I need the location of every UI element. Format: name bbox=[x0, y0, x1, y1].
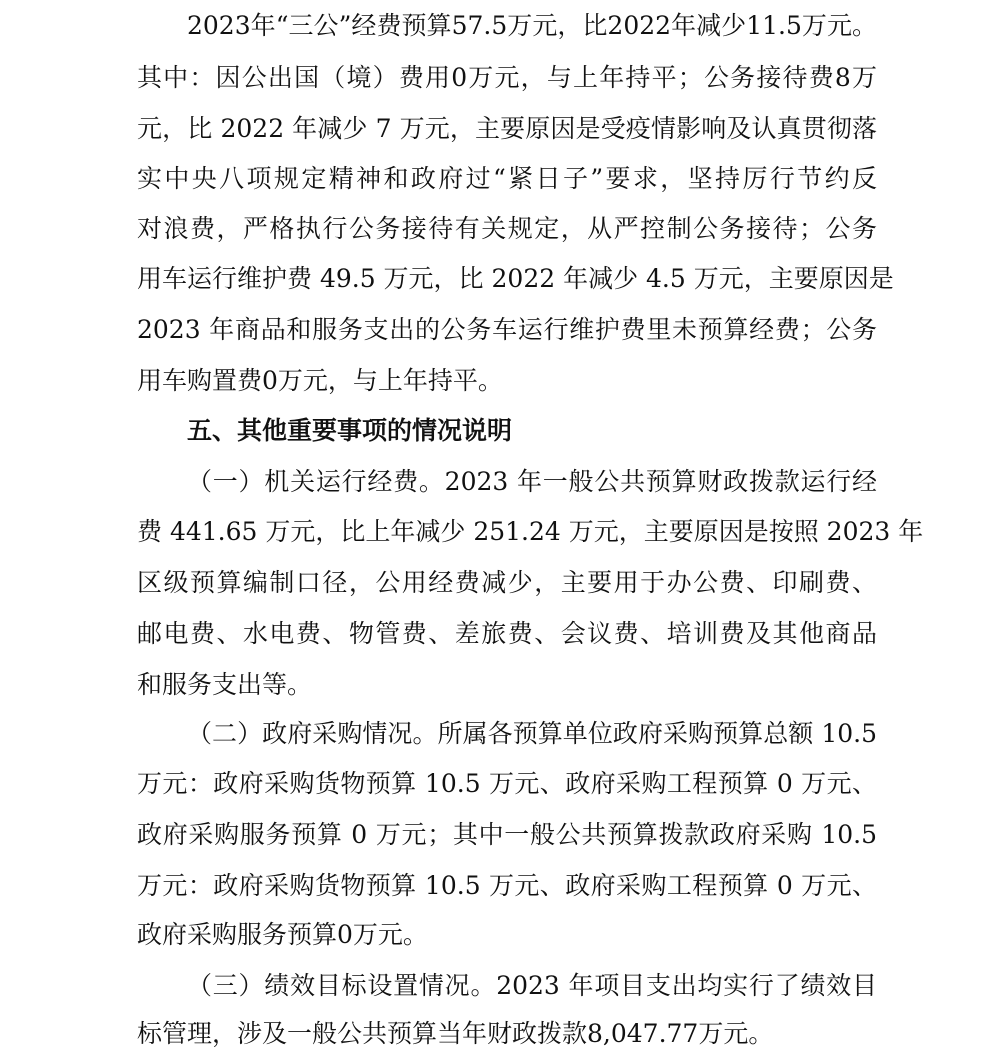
paragraph-line: 其中：因公出国（境）费用0万元，与上年持平；公务接待费8万 bbox=[137, 63, 877, 92]
paragraph-line: 区级预算编制口径，公用经费减少，主要用于办公费、印刷费、 bbox=[137, 568, 877, 597]
paragraph-line: 标管理，涉及一般公共预算当年财政拨款8,047.77万元。 bbox=[137, 1019, 774, 1048]
paragraph-line: 万元：政府采购货物预算 10.5 万元、政府采购工程预算 0 万元、 bbox=[137, 871, 877, 900]
paragraph-line: 对浪费，严格执行公务接待有关规定，从严控制公务接待；公务 bbox=[137, 214, 877, 243]
paragraph-line: 政府采购服务预算0万元。 bbox=[137, 920, 428, 949]
paragraph-line: 2023年“三公”经费预算57.5万元，比2022年减少11.5万元。 bbox=[187, 11, 877, 40]
paragraph-line: 实中央八项规定精神和政府过“紧日子”要求，坚持厉行节约反 bbox=[137, 164, 877, 193]
paragraph-line: （三）绩效目标设置情况。2023 年项目支出均实行了绩效目 bbox=[187, 971, 877, 1000]
paragraph-line: 元，比 2022 年减少 7 万元，主要原因是受疫情影响及认真贯彻落 bbox=[137, 114, 877, 143]
paragraph-line: （一）机关运行经费。2023 年一般公共预算财政拨款运行经 bbox=[187, 467, 877, 496]
paragraph-line: （二）政府采购情况。所属各预算单位政府采购预算总额 10.5 bbox=[187, 719, 877, 748]
paragraph-line: 万元：政府采购货物预算 10.5 万元、政府采购工程预算 0 万元、 bbox=[137, 769, 877, 798]
paragraph-line: 邮电费、水电费、物管费、差旅费、会议费、培训费及其他商品 bbox=[137, 619, 877, 648]
paragraph-line: 费 441.65 万元，比上年减少 251.24 万元，主要原因是按照 2023 年 bbox=[137, 517, 924, 546]
paragraph-line: 和服务支出等。 bbox=[137, 670, 313, 699]
paragraph-line: 用车运行维护费 49.5 万元，比 2022 年减少 4.5 万元，主要原因是 bbox=[137, 264, 894, 293]
paragraph-line: 用车购置费0万元，与上年持平。 bbox=[137, 366, 503, 395]
section-heading: 五、其他重要事项的情况说明 bbox=[187, 416, 513, 445]
paragraph-line: 政府采购服务预算 0 万元；其中一般公共预算拨款政府采购 10.5 bbox=[137, 820, 877, 849]
paragraph-line: 2023 年商品和服务支出的公务车运行维护费里未预算经费；公务 bbox=[137, 315, 877, 344]
